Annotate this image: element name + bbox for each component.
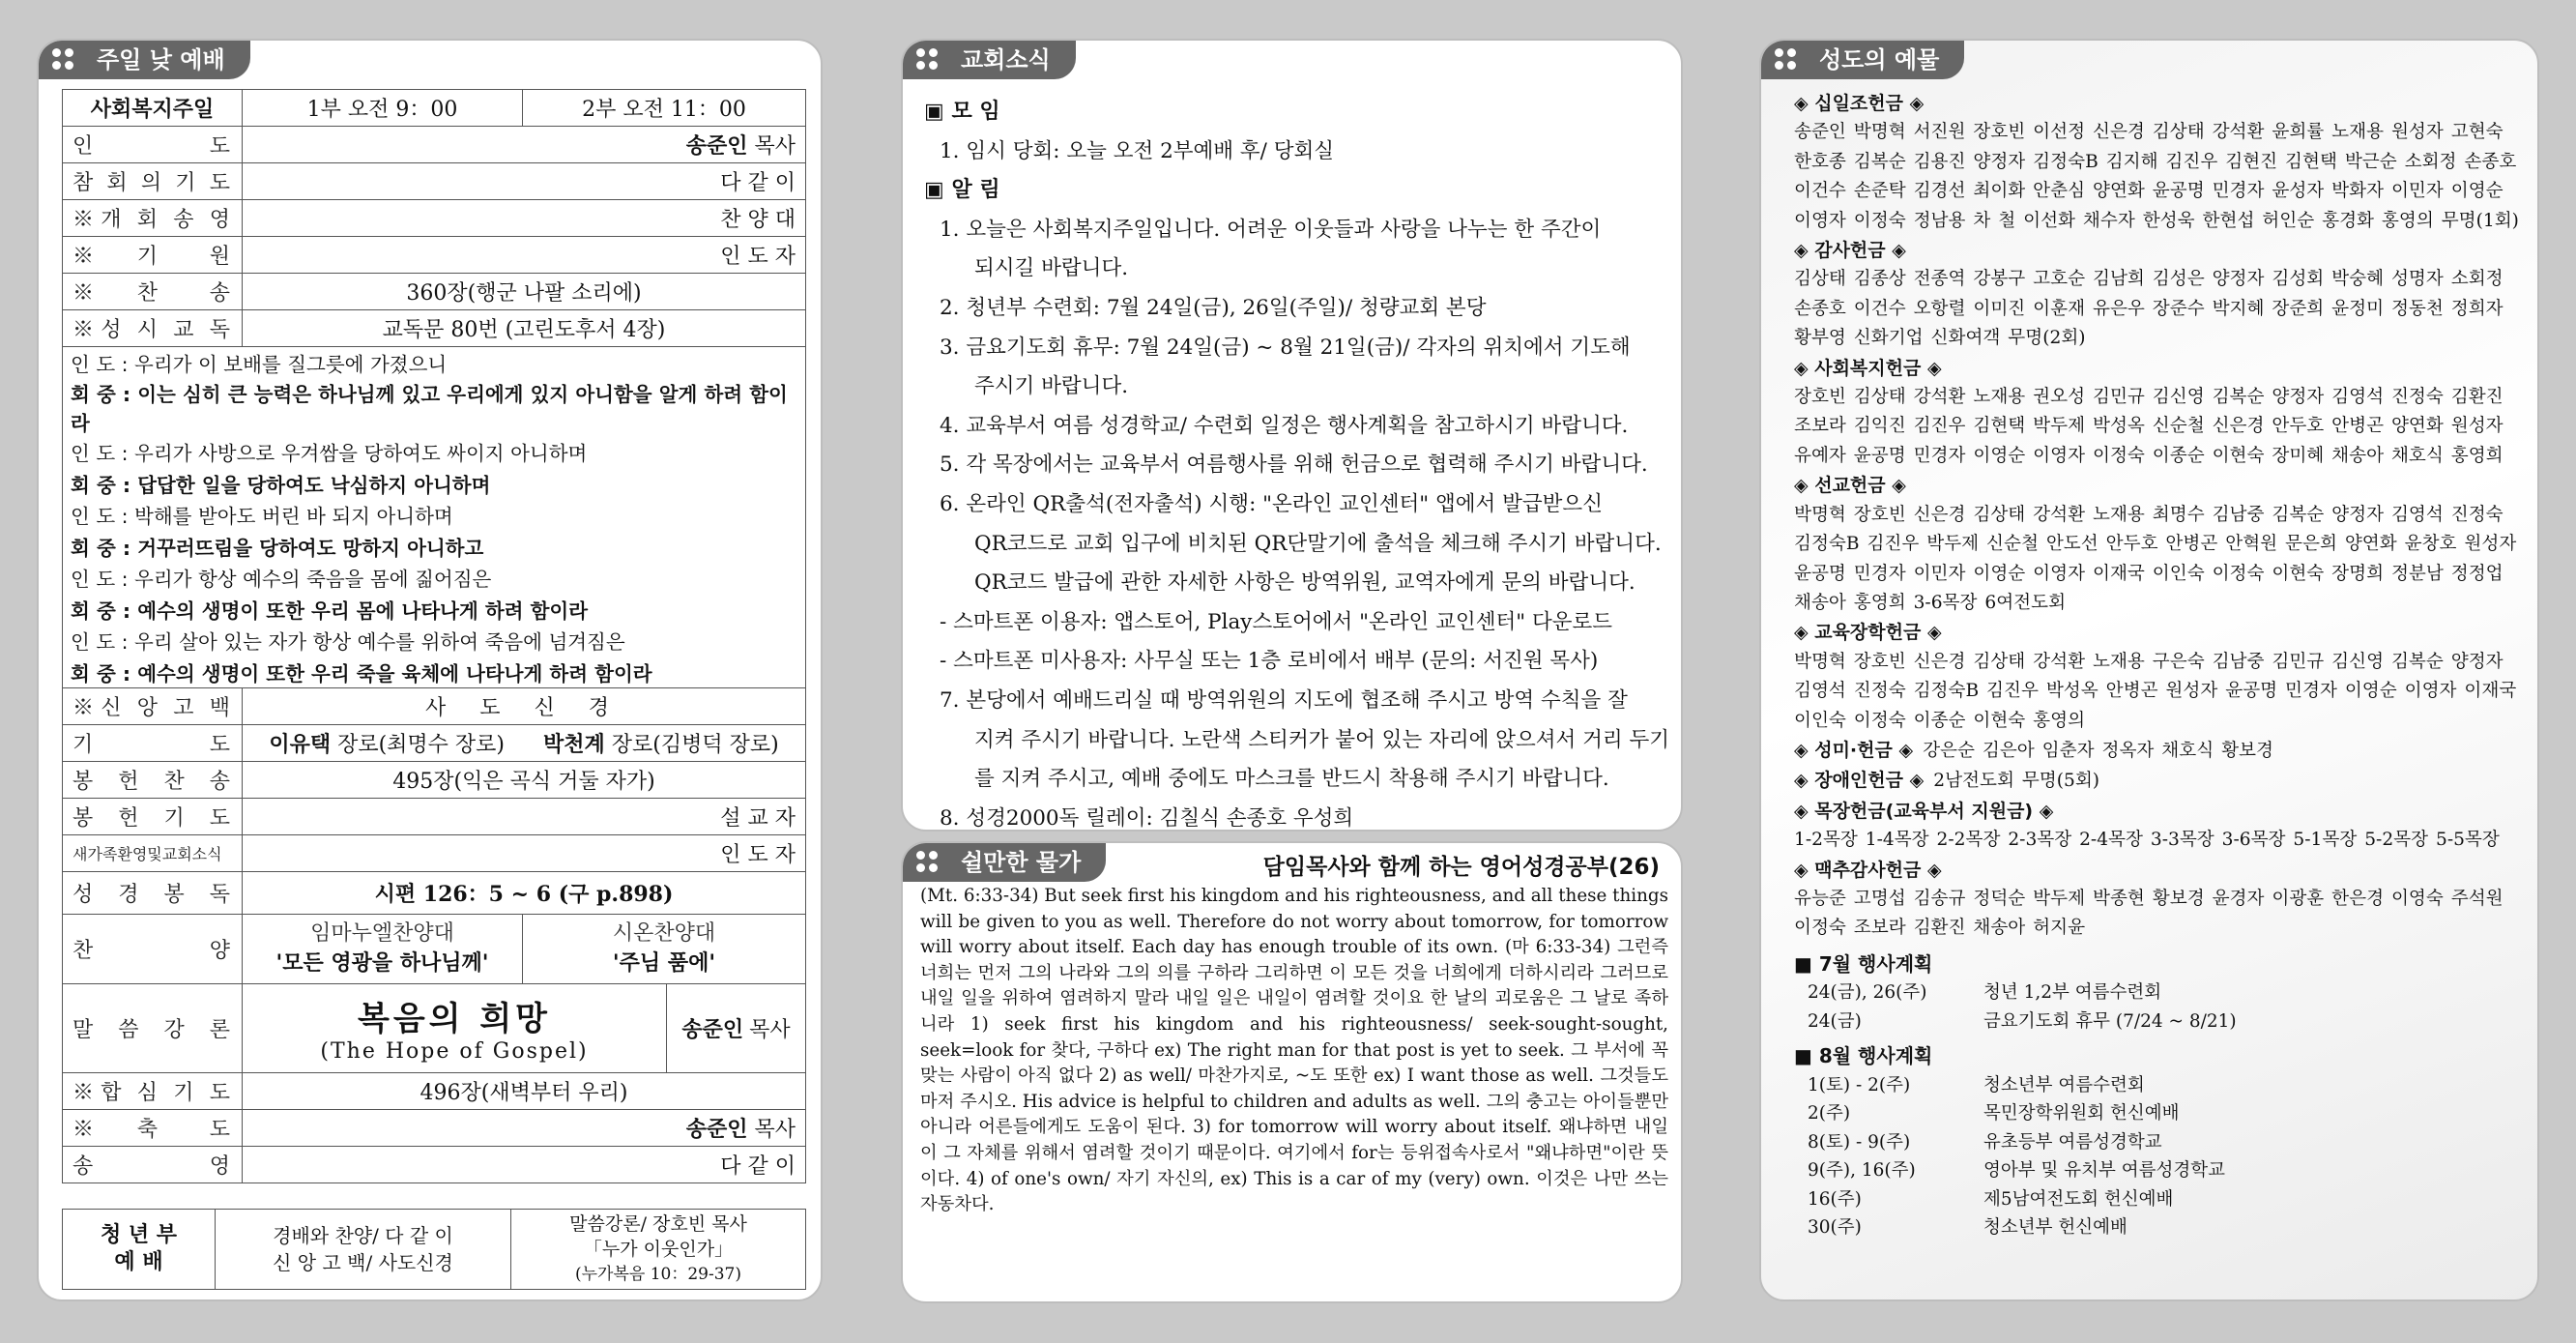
choir-2-name: 시온찬양대	[612, 921, 716, 946]
order-row	[63, 310, 806, 347]
offering-group	[1794, 89, 2525, 236]
dots-icon	[1775, 48, 1800, 72]
responsive-reading-line: 회 중 : 예수의 생명이 또한 우리 죽을 육체에 나타나게 하려 함이라	[63, 657, 806, 688]
responsive-reading-line: 회 중 : 이는 심히 큰 능력은 하나님께 있고 우리에게 있지 아니함을 알게 하려 함이라	[63, 378, 806, 436]
news-list	[924, 93, 1668, 832]
responsive-reading-line: 인 도 : 우리가 이 보배를 질그릇에 가졌으니	[63, 347, 806, 379]
news-item: - 스마트폰 이용자: 앱스토어, Play스토어에서 "온라인 교인센터" 다운로드	[940, 609, 1613, 634]
august-schedule-heading: ■ 8월 행사계획	[1794, 1044, 1933, 1068]
offering-category: ◈ 목장헌금(교육부서 지원금) ◈	[1794, 800, 2054, 822]
responsive-reading-line: 인 도 : 박해를 받아도 버린 바 되지 아니하며	[63, 499, 806, 531]
news-tab	[903, 41, 1076, 79]
order-value: 360장(행군 나팔 소리에)	[243, 274, 806, 310]
offering-names: 강은순 김은아 임춘자 정옥자 채호식 황보경	[1923, 740, 2273, 761]
dots-icon	[916, 48, 941, 72]
responsive-reading-line: 인 도 : 우리 살아 있는 자가 항상 예수를 위하여 죽음에 넘겨짐은	[63, 625, 806, 657]
news-item: 주시기 바랍니다.	[974, 374, 1129, 399]
choir-2	[523, 914, 806, 983]
schedule-date: 9(주), 16(주)	[1808, 1160, 1916, 1182]
preacher-cell	[667, 983, 806, 1072]
announcements-value: 인 도 자	[243, 834, 806, 871]
sermon-row	[63, 983, 806, 1072]
benediction-title: 목사	[747, 1117, 796, 1142]
news-item: 5. 각 목장에서는 교육부서 여름행사를 위해 헌금으로 협력해 주시기 바랍니다.	[940, 453, 1648, 478]
unison-prayer-row	[63, 1072, 806, 1109]
news-tab-label: 교회소식	[961, 46, 1051, 73]
youth-sermon-title: 「누가 이웃인가」	[583, 1239, 734, 1260]
offering-group	[1794, 766, 2525, 796]
news-item: 지켜 주시기 바랍니다. 노란색 스티커가 붙어 있는 자리에 앉으셔서 거리 두기	[974, 727, 1670, 752]
prayer-value	[243, 724, 806, 761]
responsive-reading-line: 회 중 : 예수의 생명이 또한 우리 몸에 나타나게 하려 함이라	[63, 594, 806, 626]
youth-title-1: 청 년 부	[100, 1223, 178, 1247]
doxology-value: 다 같 이	[243, 1146, 806, 1182]
benediction-name: 송준인	[685, 1116, 748, 1142]
offering-names: 박명혁 장호빈 신은경 김상태 강석환 노재용 구은숙 김남중 김민규 김신영 김복순 양정자 김영석 진정숙 김정숙B 김진우 박성옥 안병곤 원성자 윤공명 민경자 이영순 이영자 이재국 이인숙 이정숙 이종순 이현숙 홍영의	[1794, 651, 2517, 731]
offering-names: 유능준 고명섭 김송규 정덕순 박두제 박종현 황보경 윤경자 이광훈 한은경 이영숙 주석원 이정숙 조보라 김환진 채송아 허지윤	[1794, 888, 2504, 939]
order-label: 인 도	[63, 127, 243, 163]
schedule-date: 24(금), 26(주)	[1808, 982, 1927, 1004]
preacher-title: 목사	[749, 1017, 791, 1042]
schedule-event: 청소년부 헌신예배	[1983, 1217, 2127, 1239]
responsive-reading-row	[63, 468, 806, 500]
benediction-value	[243, 1109, 806, 1146]
offering-category: ◈ 성미·헌금 ◈	[1794, 739, 1914, 761]
benediction-row	[63, 1109, 806, 1146]
creed-label: ※신 앙 고 백	[63, 687, 243, 724]
news-item: 4. 교육부서 여름 성경학교/ 수련회 일정은 행사계획을 참고하시기 바랍니다.	[940, 413, 1629, 438]
youth-sermon-ref: (누가복음 10：29-37)	[575, 1265, 741, 1284]
schedule-row	[1794, 1128, 2525, 1157]
choir-label: 찬 양	[63, 914, 243, 983]
schedule-date: 1(토) - 2(주)	[1808, 1074, 1911, 1095]
order-row	[63, 237, 806, 274]
schedule-row	[1794, 1185, 2525, 1214]
schedule-row	[1794, 978, 2525, 1007]
choir-1	[243, 914, 523, 983]
news-item: 1. 임시 당회: 오늘 오전 2부예배 후/ 당회실	[940, 138, 1335, 163]
offering-category: ◈ 맥추감사헌금 ◈	[1794, 859, 1942, 881]
doxology-label: 송 영	[63, 1146, 243, 1182]
responsive-reading-row	[63, 531, 806, 563]
offering-category: ◈ 교육장학헌금 ◈	[1794, 622, 1942, 644]
order-label: ※성 시 교 독	[63, 310, 243, 347]
schedule-row	[1794, 1099, 2525, 1128]
announcements-label: 새가족환영및교회소식	[63, 834, 243, 871]
offering-group	[1794, 618, 2525, 736]
offering-names: 장호빈 김상태 강석환 노재용 권오성 김민규 김신영 김복순 양정자 김영석 진정숙 김환진 조보라 김익진 김진우 김현택 박두제 박성옥 신순철 신은경 안두호 안병곤 양연화 원성자 유예자 윤공명 민경자 이영순 이영자 이정숙 이종순 이현숙 장미혜 채송아 채호식 홍영희	[1794, 387, 2504, 466]
responsive-reading-line: 회 중 : 답답한 일을 당하여도 낙심하지 아니하며	[63, 468, 806, 500]
offering-category: ◈ 장애인헌금 ◈	[1794, 770, 1925, 792]
news-item: 되시길 바랍니다.	[974, 256, 1129, 281]
offering-names: 박명혁 장호빈 신은경 김상태 강석환 노재용 최명수 김남중 김복순 양정자 김영석 진정숙 김정숙B 김진우 박두제 신순철 안도선 안두호 안병곤 안혁원 문은희 양연화 윤창호 원성자 윤공명 민경자 이민자 이영순 이영자 이재국 이인숙 이정숙 이현숙 장명희 정분남 정정업 채송아 홍영희 3-6목장 6여전도회	[1794, 504, 2517, 613]
offering-group	[1794, 471, 2525, 618]
offering-names: 2남전도회 무명(5회)	[1933, 771, 2100, 792]
worship-tab	[39, 41, 250, 79]
responsive-reading-row	[63, 347, 806, 379]
news-item: 를 지켜 주시고, 예배 중에도 마스크를 반드시 착용해 주시기 바랍니다.	[974, 767, 1609, 792]
order-value: 교독문 80번 (고린도후서 4장)	[243, 310, 806, 347]
order-row	[63, 200, 806, 237]
choir-1-song: '모든 영광을 하나님께'	[275, 950, 489, 976]
worship-order-table	[62, 89, 806, 1183]
order-row	[63, 163, 806, 200]
news-item: QR코드로 교회 입구에 비치된 QR단말기에 출석을 체크해 주시기 바랍니다.	[974, 531, 1662, 556]
offering-names: 송준인 박명혁 서진원 장호빈 이선정 신은경 김상태 강석환 윤희률 노재용 원성자 고현숙 한호종 김복순 김용진 양정자 김정숙B 김지해 김진우 김현진 김현택 박근순 소회정 손종호 이건수 손준탁 김경선 최이화 안춘심 양연화 윤공명 민경자 윤성자 박화자 이민자 이영순 이영자 이정숙 정남용 차 철 이선화 채수자 한성욱 한현섭 허인순 홍경화 홍영의 무명(1회)	[1794, 122, 2519, 231]
schedule-row	[1794, 1071, 2525, 1100]
news-item: 1. 오늘은 사회복지주일입니다. 어려운 이웃들과 사랑을 나누는 한 주간이	[940, 217, 1602, 242]
offering-group	[1794, 797, 2525, 856]
choir-2-song: '주님 품에'	[612, 950, 716, 976]
worship-order-panel	[37, 39, 823, 1301]
offering-group	[1794, 236, 2525, 354]
prayer-elder-1-rest: 장로(최명수 장로)	[331, 732, 505, 757]
responsive-reading-row	[63, 657, 806, 688]
offering-group	[1794, 354, 2525, 472]
church-news-panel	[901, 39, 1683, 832]
schedule-event: 금요기도회 휴무 (7/24 ~ 8/21)	[1983, 1010, 2237, 1032]
preacher-name: 송준인	[681, 1016, 744, 1042]
order-label: 참 회 의 기 도	[63, 163, 243, 200]
july-schedule	[1794, 949, 2525, 1242]
sermon-label: 말 씀 강 론	[63, 983, 243, 1072]
unison-prayer-value: 496장(새벽부터 우리)	[243, 1072, 806, 1109]
order-header-row	[63, 90, 806, 127]
offerings-panel	[1759, 39, 2539, 1301]
study-tab	[903, 843, 1106, 882]
offering-prayer-value: 설 교 자	[243, 798, 806, 834]
unison-prayer-label: ※합 심 기 도	[63, 1072, 243, 1109]
youth-worship-box	[62, 1209, 806, 1290]
doxology-row	[63, 1146, 806, 1182]
schedule-date: 24(금)	[1808, 1010, 1862, 1032]
order-label: ※찬 송	[63, 274, 243, 310]
order-value: 찬 양 대	[243, 200, 806, 237]
offering-names: 1-2목장 1-4목장 2-2목장 2-3목장 2-4목장 3-3목장 3-6목장 5-1목장 5-2목장 5-5목장	[1794, 830, 2500, 851]
news-section-heading: ▣ 알 림	[924, 178, 1000, 203]
responsive-reading-row	[63, 625, 806, 657]
offering-hymn-row	[63, 761, 806, 798]
responsive-reading-row	[63, 378, 806, 436]
prayer-elder-2: 박천계	[543, 731, 605, 757]
schedule-event: 영아부 및 유치부 여름성경학교	[1983, 1160, 2225, 1182]
announcements-row	[63, 834, 806, 871]
choir-1-name: 임마누엘찬양대	[310, 921, 454, 946]
offering-group	[1794, 736, 2525, 766]
schedule-event: 유초등부 여름성경학교	[1983, 1131, 2162, 1153]
news-item: - 스마트폰 미사용자: 사무실 또는 1층 로비에서 배부 (문의: 서진원 목사)	[940, 649, 1599, 674]
leader-name: 송준인	[685, 133, 748, 159]
study-tab-label: 쉴만한 물가	[961, 849, 1082, 876]
responsive-reading-row	[63, 499, 806, 531]
responsive-reading-line: 회 중 : 거꾸러뜨림을 당하여도 망하지 아니하고	[63, 531, 806, 563]
schedule-row	[1794, 1007, 2525, 1036]
leader-title: 목사	[747, 134, 796, 159]
responsive-reading-line: 인 도 : 우리가 항상 예수의 죽음을 몸에 짊어짐은	[63, 562, 806, 594]
news-item: 3. 금요기도회 휴무: 7월 24일(금) ~ 8월 21일(금)/ 각자의 위치에서 기도해	[940, 335, 1631, 360]
schedule-row	[1794, 1156, 2525, 1185]
news-item: 7. 본당에서 예배드리실 때 방역위원의 지도에 협조해 주시고 방역 수칙을 잘	[940, 687, 1628, 713]
schedule-event: 목민장학위원회 헌신예배	[1983, 1103, 2180, 1124]
scripture-reading-value: 시편 126：5 ~ 6 (구 p.898)	[243, 871, 806, 914]
prayer-row	[63, 724, 806, 761]
prayer-elder-2-rest: 장로(김병덕 장로)	[604, 732, 779, 757]
creed-row	[63, 687, 806, 724]
second-service-time: 2부 오전 11：00	[523, 90, 806, 127]
offering-category: ◈ 선교헌금 ◈	[1794, 475, 1906, 497]
offerings-list	[1794, 89, 2525, 1242]
offering-category: ◈ 십일조헌금 ◈	[1794, 93, 1925, 114]
schedule-event: 청소년부 여름수련회	[1983, 1074, 2145, 1095]
order-label: ※기 원	[63, 237, 243, 274]
offering-prayer-row	[63, 798, 806, 834]
sermon-title-cell	[243, 983, 667, 1072]
schedule-row	[1794, 1213, 2525, 1242]
first-service-time: 1부 오전 9：00	[243, 90, 523, 127]
july-schedule-heading: ■ 7월 행사계획	[1794, 951, 1933, 976]
news-item: 2. 청년부 수련회: 7월 24일(금), 26일(주일)/ 청량교회 본당	[940, 295, 1487, 320]
responsive-reading-line: 인 도 : 우리가 사방으로 우겨쌈을 당하여도 싸이지 아니하며	[63, 436, 806, 468]
dots-icon	[916, 851, 941, 874]
choir-row	[63, 914, 806, 983]
offering-names: 김상태 김종상 전종역 강봉구 고호순 김남희 김성은 양정자 김성회 박숭혜 성명자 소회정 손종호 이건수 오항렬 이미진 이훈재 유은우 장준수 박지혜 장준희 윤정미 정동천 정희자 황부영 신화기업 신화여객 무명(2회)	[1794, 269, 2504, 349]
schedule-event: 청년 1,2부 여름수련회	[1983, 982, 2162, 1004]
offering-category: ◈ 감사헌금 ◈	[1794, 240, 1906, 262]
service-title: 사회복지주일	[63, 90, 243, 127]
scripture-reading-row	[63, 871, 806, 914]
schedule-date: 8(토) - 9(주)	[1808, 1131, 1911, 1153]
offerings-tab-label: 성도의 예물	[1819, 46, 1940, 73]
youth-sermon: 말씀강론/ 장호빈 목사	[569, 1213, 747, 1235]
prayer-elder-1: 이유택	[269, 731, 332, 757]
news-item: QR코드 발급에 관한 자세한 사항은 방역위원, 교역자에게 문의 바랍니다.	[974, 570, 1635, 596]
offering-prayer-label: 봉 헌 기 도	[63, 798, 243, 834]
responsive-reading-row	[63, 594, 806, 626]
youth-mid-2: 신 앙 고 백/ 사도신경	[273, 1251, 453, 1274]
bible-study-panel	[901, 841, 1683, 1303]
sermon-title: 복음의 희망	[357, 1000, 552, 1038]
offering-hymn-label: 봉 헌 찬 송	[63, 761, 243, 798]
scripture-reading-label: 성 경 봉 독	[63, 871, 243, 914]
order-value	[243, 127, 806, 163]
schedule-date: 30(주)	[1808, 1217, 1862, 1239]
prayer-label: 기 도	[63, 724, 243, 761]
dots-icon	[52, 48, 77, 72]
news-item: 6. 온라인 QR출석(전자출석) 시행: "온라인 교인센터" 앱에서 발급받으신	[940, 491, 1603, 516]
benediction-label: ※축 도	[63, 1109, 243, 1146]
offering-group	[1794, 856, 2525, 944]
worship-tab-label: 주일 낮 예배	[97, 46, 225, 73]
news-item: 8. 성경2000독 릴레이: 김칠식 손종호 우성희	[940, 805, 1354, 831]
offering-hymn-value: 495장(익은 곡식 거둘 자가)	[243, 761, 806, 798]
schedule-date: 16(주)	[1808, 1188, 1862, 1210]
order-value: 인 도 자	[243, 237, 806, 274]
study-text: (Mt. 6:33-34) But seek first his kingdom and his righteousness, and all these things will be given to you as well. Therefore do not worry about tomorrow, for tomorrow will worry about itself. Each day has enough trouble of its own. (마 6:33-34) 그런즉 너희는 먼저 그의 나라와 그의 의를 구하라 그리하면 이 모든 것을 너희에게 더하시리라 그러므로 내일 일을 위하여 염려하지 말라 내일 일은 내일이 염려할 것이요 한 날의 괴로움은 그 날로 족하니라 1) seek first his kingdom and his righteousness/ seek-sought-sought, seek=look for 찾다, 구하다 ex) The right man for that post is yet to seek. 그 부서에 꼭 맞는 사람이 아직 없다 2) as well/ 마찬가지로, ~도 또한 ex) I want those as well. 그것들도 마저 주시오. His advice is helpful to children and adults as well. 그의 충고는 아이들뿐만 아니라 어른들에게도 도움이 된다. 3) for tomorrow will worry about itself. 왜냐하면 내일이 그 자체를 위해서 염려할 것이기 때문이다. 여기에서 for는 등위접속사로서 "왜냐하면"이란 뜻이다. 4) of one's own/ 자기 자신의, ex) This is a car of my (very) own. 이것은 나만 쓰는 자동차다.	[920, 886, 1668, 1215]
responsive-reading-row	[63, 436, 806, 468]
responsive-reading-row	[63, 562, 806, 594]
order-value: 다 같 이	[243, 163, 806, 200]
order-row	[63, 274, 806, 310]
schedule-date: 2(주)	[1808, 1103, 1851, 1124]
news-section-heading: ▣ 모 임	[924, 100, 1000, 124]
offering-category: ◈ 사회복지헌금 ◈	[1794, 357, 1942, 379]
study-title: 담임목사와 함께 하는 영어성경공부(26)	[1262, 855, 1660, 880]
order-row	[63, 127, 806, 163]
creed-value: 사 도 신 경	[243, 687, 806, 724]
youth-mid-1: 경배와 찬양/ 다 같 이	[273, 1224, 453, 1247]
order-label: ※개 회 송 영	[63, 200, 243, 237]
schedule-event: 제5남여전도회 헌신예배	[1983, 1188, 2174, 1210]
youth-title-2: 예 배	[114, 1250, 163, 1274]
sermon-subtitle: (The Hope of Gospel)	[320, 1039, 589, 1064]
offerings-tab	[1761, 41, 1964, 79]
